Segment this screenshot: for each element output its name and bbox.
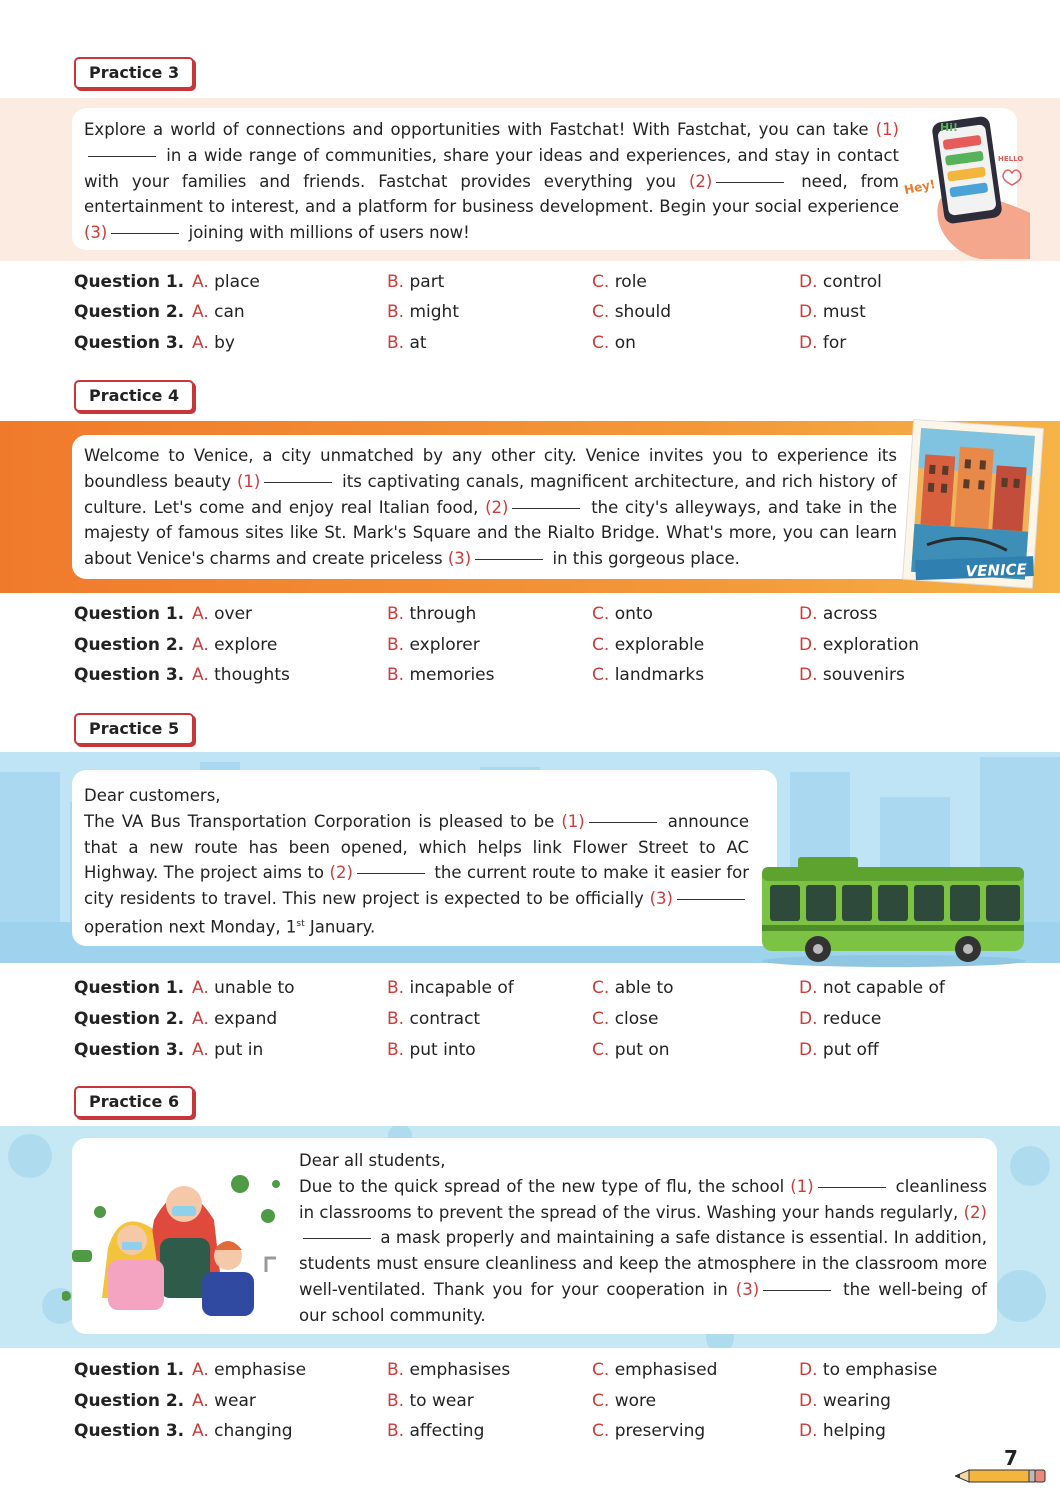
passage-text: operation next Monday, 1 [84, 917, 297, 937]
option-text: thoughts [214, 665, 290, 685]
question-label: Question 1. [74, 1360, 185, 1380]
option-letter: B. [387, 978, 405, 998]
practice-4-tag: Practice 4 [74, 380, 194, 412]
passage-text: a mask properly and maintaining a safe distance is essential. In addition, students must ensure cleanliness and keep the atmosphere in the classroom more well-ventilated. Thank you for your cooperation in [299, 1228, 987, 1299]
passage-text: the city's alleyways, and take in the majesty of famous sites like St. Mark's Square and the Rialto Bridge. What's more, you can learn about Venice's charms and create priceless [84, 497, 897, 569]
option-text: must [822, 302, 866, 322]
option-text: emphasised [614, 1360, 718, 1380]
ordinal-suffix: st [296, 918, 305, 929]
option-letter: D. [799, 272, 818, 292]
answer-option-a[interactable] [192, 302, 245, 322]
phone-text-hi: Hi! [940, 121, 958, 134]
option-letter: D. [799, 1360, 818, 1380]
option-text: emphasises [409, 1360, 511, 1380]
answer-option-c[interactable] [592, 604, 653, 624]
p6-question-3 [0, 1421, 1060, 1451]
p4-question-3 [0, 665, 1060, 695]
option-text: reduce [822, 1009, 882, 1029]
answer-blank [303, 1238, 371, 1239]
practice-3-tag: Practice 3 [74, 57, 194, 89]
option-text: not capable of [822, 978, 945, 998]
answer-option-d[interactable] [799, 1009, 881, 1029]
option-text: over [214, 604, 253, 624]
question-label: Question 3. [74, 1040, 185, 1060]
p6-question-2 [0, 1391, 1060, 1421]
answer-option-b[interactable] [387, 665, 495, 685]
option-letter: B. [387, 1391, 405, 1411]
answer-option-c[interactable] [592, 302, 671, 322]
passage-text: The VA Bus Transportation Corporation is pleased to be [84, 811, 562, 831]
option-letter: D. [799, 302, 818, 322]
passage-text: Welcome to Venice, a city unmatched by any other city. Venice invites you to experience its boundless beauty [84, 446, 897, 491]
answer-option-b[interactable] [387, 978, 514, 998]
passage-text: January. [304, 917, 376, 937]
passage-text: in this gorgeous place. [547, 549, 740, 569]
option-letter: A. [192, 1360, 209, 1380]
masked-students-illustration [62, 1160, 294, 1320]
option-letter: B. [387, 635, 405, 655]
passage-text: cleanliness in classrooms to prevent the spread of the virus. Washing your hands regularly, [299, 1176, 988, 1222]
blank-number: (1) [561, 811, 585, 831]
passage-text: need, from entertainment to interest, and a platform for business development. Begin your social experience [84, 171, 899, 217]
option-text: explore [214, 635, 278, 655]
answer-blank [818, 1187, 886, 1188]
pencil-icon [955, 1468, 1047, 1484]
phone-chat-illustration [900, 103, 1030, 261]
answer-blank [512, 508, 580, 509]
option-text: emphasise [214, 1360, 307, 1380]
answer-blank [763, 1290, 831, 1291]
p5-question-2 [0, 1009, 1060, 1039]
option-letter: A. [192, 1421, 209, 1441]
green-bus-illustration [758, 845, 1030, 967]
question-label: Question 2. [74, 1391, 185, 1411]
option-letter: D. [799, 665, 818, 685]
option-text: able to [614, 978, 674, 998]
passage-text: Due to the quick spread of the new type of flu, the school [299, 1176, 791, 1196]
answer-option-a[interactable] [192, 635, 277, 655]
option-text: wearing [822, 1391, 891, 1411]
passage-text: the well-being of our school community. [299, 1279, 987, 1325]
question-label: Question 2. [74, 1009, 185, 1029]
answer-blank [677, 899, 745, 900]
option-text: put into [409, 1040, 476, 1060]
passage-text: in a wide range of communities, share your ideas and experiences, and stay in contact with your families and friends. Fastchat provides everything you [84, 145, 899, 191]
p6-question-1 [0, 1360, 1060, 1390]
option-text: might [409, 302, 459, 322]
question-label: Question 1. [74, 978, 185, 998]
option-text: put on [614, 1040, 670, 1060]
practice-5-tag: Practice 5 [74, 713, 194, 745]
option-text: souvenirs [822, 665, 905, 685]
option-letter: C. [592, 665, 610, 685]
answer-blank [475, 559, 543, 560]
answer-option-a[interactable] [192, 1040, 263, 1060]
option-letter: D. [799, 1421, 818, 1441]
option-letter: C. [592, 978, 610, 998]
answer-blank [264, 482, 332, 483]
option-text: wore [614, 1391, 657, 1411]
option-letter: D. [799, 635, 818, 655]
option-letter: B. [387, 333, 405, 353]
blank-number: (1) [875, 120, 899, 139]
answer-option-d[interactable] [799, 665, 905, 685]
option-text: should [614, 302, 672, 322]
answer-option-a[interactable] [192, 978, 295, 998]
option-letter: A. [192, 665, 209, 685]
question-label: Question 1. [74, 604, 185, 624]
passage-text: Dear all students, [299, 1151, 446, 1170]
option-text: explorable [614, 635, 705, 655]
answer-option-d[interactable] [799, 1360, 937, 1380]
option-letter: A. [192, 302, 209, 322]
answer-option-d[interactable] [799, 635, 919, 655]
option-letter: C. [592, 1040, 610, 1060]
option-text: on [614, 333, 636, 353]
option-letter: C. [592, 1421, 610, 1441]
option-text: landmarks [614, 665, 705, 685]
answer-option-d[interactable] [799, 1391, 891, 1411]
p5-question-3 [0, 1040, 1060, 1070]
option-text: across [822, 604, 878, 624]
answer-option-c[interactable] [592, 333, 636, 353]
option-letter: A. [192, 1040, 209, 1060]
answer-option-c[interactable] [592, 1391, 656, 1411]
option-letter: C. [592, 1391, 610, 1411]
answer-option-c[interactable] [592, 1040, 670, 1060]
option-text: put in [214, 1040, 264, 1060]
answer-option-b[interactable] [387, 302, 459, 322]
answer-option-c[interactable] [592, 635, 704, 655]
option-letter: C. [592, 1009, 610, 1029]
option-text: exploration [822, 635, 920, 655]
option-letter: A. [192, 635, 209, 655]
passage-text: announce that a new route has been opened, which helps link Flower Street to AC Highway. The project aims to [84, 811, 749, 883]
answer-option-d[interactable] [799, 1421, 886, 1441]
answer-option-a[interactable] [192, 1009, 277, 1029]
answer-option-c[interactable] [592, 1009, 658, 1029]
answer-blank [357, 873, 425, 874]
option-letter: D. [799, 1040, 818, 1060]
p4-question-1 [0, 604, 1060, 634]
option-text: helping [822, 1421, 886, 1441]
option-text: put off [822, 1040, 879, 1060]
answer-option-a[interactable] [192, 1360, 306, 1380]
p4-question-2 [0, 635, 1060, 665]
option-letter: B. [387, 1421, 405, 1441]
option-letter: A. [192, 333, 209, 353]
p3-question-2 [0, 302, 1060, 332]
option-letter: B. [387, 1360, 405, 1380]
passage-text: Dear customers, [84, 786, 221, 805]
passage-text: joining with millions of users now! [183, 223, 470, 243]
option-text: for [822, 333, 847, 353]
option-letter: B. [387, 302, 405, 322]
blank-number: (2) [329, 863, 353, 883]
answer-option-d[interactable] [799, 302, 866, 322]
option-letter: C. [592, 272, 610, 292]
answer-option-b[interactable] [387, 635, 480, 655]
answer-blank [589, 822, 657, 823]
option-letter: B. [387, 665, 405, 685]
option-text: changing [214, 1421, 293, 1441]
option-letter: A. [192, 272, 209, 292]
option-letter: A. [192, 604, 209, 624]
answer-option-a[interactable] [192, 604, 252, 624]
option-text: can [214, 302, 245, 322]
option-letter: C. [592, 302, 610, 322]
answer-option-b[interactable] [387, 1391, 474, 1411]
option-text: control [822, 272, 882, 292]
answer-option-a[interactable] [192, 1421, 293, 1441]
venice-postcard-illustration [900, 418, 1050, 590]
option-letter: B. [387, 604, 405, 624]
option-text: contract [409, 1009, 481, 1029]
blank-number: (2) [963, 1202, 987, 1222]
blank-number: (3) [649, 889, 673, 909]
option-letter: D. [799, 978, 818, 998]
option-text: to emphasise [822, 1360, 938, 1380]
answer-option-b[interactable] [387, 272, 444, 292]
p3-question-1 [0, 272, 1060, 302]
question-label: Question 3. [74, 333, 185, 353]
option-letter: B. [387, 272, 405, 292]
answer-blank [716, 182, 784, 183]
answer-option-a[interactable] [192, 1391, 256, 1411]
passage-text: the current route to make it easier for city residents to travel. This new project is expected to be officially [84, 863, 750, 909]
option-text: at [409, 333, 427, 353]
answer-option-b[interactable] [387, 1360, 510, 1380]
answer-option-b[interactable] [387, 1040, 476, 1060]
answer-option-b[interactable] [387, 604, 476, 624]
option-text: to wear [409, 1391, 474, 1411]
option-text: wear [214, 1391, 256, 1411]
passage-text: Explore a world of connections and opportunities with Fastchat! With Fastchat, you can take [84, 120, 876, 139]
answer-option-d[interactable] [799, 1040, 879, 1060]
option-letter: D. [799, 1009, 818, 1029]
blank-number: (2) [485, 497, 509, 517]
answer-option-c[interactable] [592, 1360, 717, 1380]
option-text: role [614, 272, 647, 292]
option-text: memories [409, 665, 495, 685]
answer-option-c[interactable] [592, 978, 674, 998]
option-text: unable to [214, 978, 295, 998]
option-letter: A. [192, 1009, 209, 1029]
answer-option-d[interactable] [799, 604, 877, 624]
answer-option-d[interactable] [799, 272, 882, 292]
answer-option-a[interactable] [192, 333, 235, 353]
option-text: part [409, 272, 445, 292]
answer-option-b[interactable] [387, 333, 427, 353]
option-letter: D. [799, 1391, 818, 1411]
option-letter: D. [799, 604, 818, 624]
phone-text-hello: HELLO [998, 155, 1024, 163]
option-text: preserving [614, 1421, 706, 1441]
p5-question-1 [0, 978, 1060, 1008]
answer-option-d[interactable] [799, 333, 846, 353]
option-text: explorer [409, 635, 480, 655]
answer-option-a[interactable] [192, 272, 260, 292]
question-label: Question 2. [74, 302, 185, 322]
option-letter: A. [192, 1391, 209, 1411]
practice-6-tag: Practice 6 [74, 1086, 194, 1118]
option-text: affecting [409, 1421, 485, 1441]
question-label: Question 1. [74, 272, 185, 292]
option-letter: C. [592, 1360, 610, 1380]
option-letter: C. [592, 635, 610, 655]
practice-4-passage [72, 435, 952, 579]
option-letter: B. [387, 1009, 405, 1029]
answer-option-b[interactable] [387, 1421, 484, 1441]
answer-option-d[interactable] [799, 978, 945, 998]
question-label: Question 3. [74, 665, 185, 685]
passage-text: its captivating canals, magnificent architecture, and rich history of culture. Let's come and enjoy real Italian food, [84, 471, 897, 517]
option-text: onto [614, 604, 653, 624]
option-letter: A. [192, 978, 209, 998]
blank-number: (3) [735, 1279, 760, 1299]
option-text: expand [214, 1009, 278, 1029]
option-text: by [214, 333, 235, 353]
answer-option-b[interactable] [387, 1009, 480, 1029]
blank-number: (1) [236, 471, 261, 491]
answer-option-c[interactable] [592, 1421, 705, 1441]
blank-number: (2) [688, 171, 713, 191]
question-label: Question 3. [74, 1421, 185, 1441]
postcard-venice-text: VENICE [965, 560, 1028, 581]
option-letter: B. [387, 1040, 405, 1060]
option-text: close [614, 1009, 659, 1029]
answer-option-c[interactable] [592, 665, 704, 685]
option-letter: C. [592, 604, 610, 624]
practice-5-passage [72, 770, 777, 946]
answer-option-a[interactable] [192, 665, 290, 685]
option-text: through [409, 604, 477, 624]
answer-blank [111, 233, 179, 234]
phone-text-hey: Hey! [902, 176, 937, 198]
blank-number: (3) [84, 223, 108, 243]
practice-3-passage [72, 108, 1017, 250]
p3-question-3 [0, 333, 1060, 363]
blank-number: (3) [447, 549, 472, 569]
question-label: Question 2. [74, 635, 185, 655]
answer-option-c[interactable] [592, 272, 647, 292]
option-text: place [214, 272, 260, 292]
page-number: 7 [1004, 1446, 1018, 1470]
option-letter: D. [799, 333, 818, 353]
option-letter: C. [592, 333, 610, 353]
option-text: incapable of [409, 978, 514, 998]
answer-blank [88, 156, 156, 157]
blank-number: (1) [790, 1176, 814, 1196]
